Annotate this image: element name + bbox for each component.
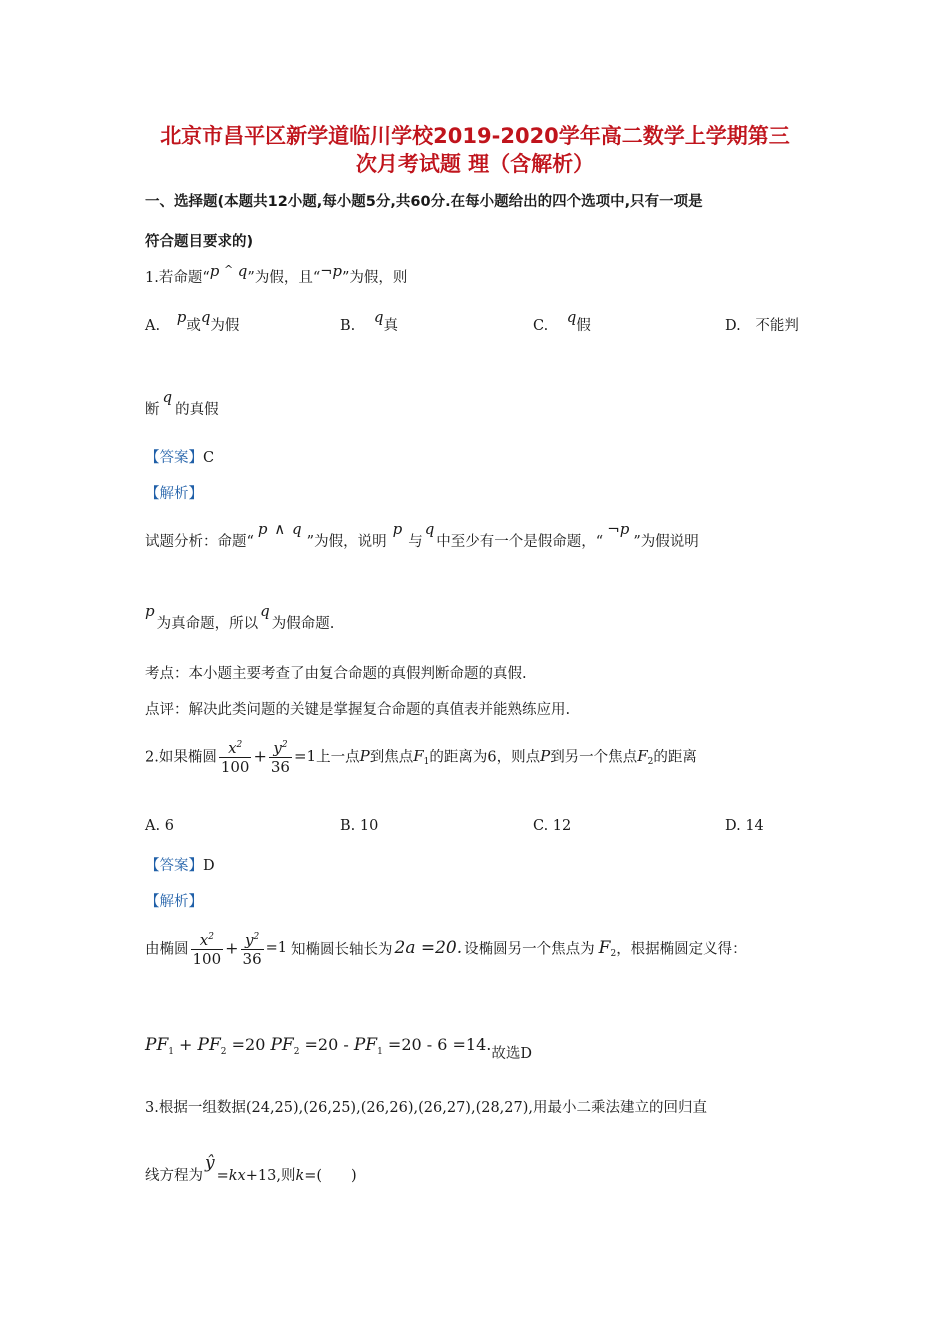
q1-option-c <box>533 308 591 335</box>
frac-x-square: 2 <box>236 740 243 750</box>
q2-option-d: D. 14 <box>725 818 764 834</box>
analysis-tag-2: 【解析】 <box>145 894 203 910</box>
analysis-q: q <box>424 520 435 538</box>
question-1-stem <box>145 262 408 287</box>
document-title-line1: 北京市昌平区新学道临川学校2019-2020学年高二数学上学期第三 <box>160 124 790 148</box>
q2-eq-2: =1 <box>265 940 288 956</box>
frac-y-den-2: 36 <box>242 950 262 968</box>
q3-k: k <box>295 1168 305 1184</box>
q1-p-symbol-2: p <box>332 262 342 280</box>
q2-focus-sub1: 1 <box>423 756 430 767</box>
q2-pf2: PF <box>197 1035 221 1055</box>
q3-text-2: +13,则 <box>245 1168 296 1184</box>
answer-value-2: D <box>203 858 215 874</box>
q2-eq: =1 <box>293 747 317 765</box>
frac-x-den-2: 100 <box>192 950 222 968</box>
q2-analysis-text-4: ，根据椭圆定义得： <box>616 941 747 958</box>
q2-pf2-b: PF <box>270 1035 294 1055</box>
frac-y-square-2: 2 <box>253 932 260 942</box>
q1-option-b <box>340 308 398 335</box>
q3-kx: kx <box>228 1168 246 1184</box>
q1-p-symbol: p <box>209 262 220 280</box>
analysis-tag: 【解析】 <box>145 486 203 502</box>
analysis-text-2: ”为假，说明 <box>306 534 387 550</box>
q2-analysis-line1 <box>145 928 747 968</box>
q1-and-symbol: ^ <box>223 263 234 276</box>
q1-not-symbol: ¬ <box>320 264 333 280</box>
q2-analysis-2a: 2a =20. <box>394 938 463 958</box>
answer-tag: 【答案】 <box>145 450 203 466</box>
frac-y-2: y <box>244 931 254 949</box>
q2-point-P-2: P <box>540 747 551 765</box>
section-heading-line2: 符合题目要求的) <box>145 234 254 250</box>
q1-option-a <box>145 308 240 335</box>
q2-pf1-b-sub: 1 <box>377 1047 383 1058</box>
q2-pf1: PF <box>145 1035 169 1055</box>
option-a-q: q <box>200 308 211 326</box>
q2-rest2: =20 - 6 =14. <box>382 1035 492 1054</box>
analysis-p: p <box>392 520 403 538</box>
option-d-label: D. <box>725 318 741 334</box>
option-c-q: q <box>566 308 577 326</box>
q2-plus-3: + <box>173 1035 198 1054</box>
q2-option-c: C. 12 <box>533 818 572 834</box>
q1-analysis-line1 <box>145 520 699 551</box>
q1-q-symbol: q <box>237 262 248 280</box>
option-d-cont-q: q <box>162 388 173 406</box>
question-3-stem-line2 <box>145 1153 357 1185</box>
q2-focus-F-2: F <box>637 747 648 765</box>
q3-blank: =( ) <box>304 1168 357 1184</box>
q1-analysis-tag <box>145 482 203 503</box>
q2-analysis-text-2: 知椭圆长轴长为 <box>291 941 393 958</box>
analysis-text-7: 为假命题. <box>271 616 335 632</box>
section-heading-line1: 一、选择题(本题共12小题,每小题5分,共60分.在每小题给出的四个选项中,只有一项是 <box>145 194 703 210</box>
q2-analysis-text: 由椭圆 <box>145 941 189 958</box>
analysis-text-5: ”为假说明 <box>633 534 699 550</box>
q1-kaodian: 考点：本小题主要考查了由复合命题的真假判断命题的真假. <box>145 666 527 682</box>
frac-x-2: x <box>199 931 209 949</box>
q2-plus: + <box>253 746 267 766</box>
q2-answer <box>145 854 215 875</box>
q2-stem-text-6: 的距离 <box>653 749 697 766</box>
option-b-q: q <box>373 308 384 326</box>
analysis-text: 试题分析：命题“ <box>145 534 254 550</box>
option-a-text: 为假 <box>210 318 240 334</box>
analysis-text-6: 为真命题，所以 <box>156 616 259 632</box>
q1-option-d <box>725 314 799 335</box>
q2-fraction-y <box>269 736 292 776</box>
q3-eq: = <box>216 1168 229 1184</box>
document-title-line2: 次月考试题 理（含解析） <box>355 152 595 176</box>
q2-fraction-x <box>219 736 252 776</box>
q2-stem-text: 2.如果椭圆 <box>145 749 217 766</box>
option-b-text: 真 <box>383 318 398 334</box>
frac-x: x <box>228 739 237 757</box>
q2-analysis-line2 <box>145 1034 533 1062</box>
option-a-or: 或 <box>186 318 201 334</box>
option-b-label: B. <box>340 318 356 334</box>
q2-analysis-F: F <box>598 938 611 958</box>
q2-conclusion: 故选D <box>491 1046 533 1062</box>
analysis-q-2: q <box>260 602 270 620</box>
q2-pf2-sub: 2 <box>220 1047 227 1058</box>
analysis-p-2: p <box>145 602 155 620</box>
q1-option-d-continued <box>145 388 219 419</box>
answer-value: C <box>203 450 215 466</box>
q2-stem-text-5: 到另一个焦点 <box>550 749 638 766</box>
q2-option-b: B. 10 <box>340 818 379 834</box>
analysis-text-3: 与 <box>408 534 423 550</box>
q1-dianping: 点评：解决此类问题的关键是掌握复合命题的真值表并能熟练应用. <box>145 702 571 718</box>
q2-analysis-text-3: 设椭圆另一个焦点为 <box>464 941 595 958</box>
q2-pf2-b-sub: 2 <box>293 1047 300 1058</box>
option-a-label: A. <box>145 318 161 334</box>
frac-x-square-2: 2 <box>208 932 214 942</box>
question-3-stem-line1: 3.根据一组数据(24,25),(26,25),(26,26),(26,27),(28,27),用最小二乘法建立的回归直 <box>145 1100 708 1116</box>
q3-text: 线方程为 <box>145 1168 203 1184</box>
q1-analysis-line2 <box>145 602 335 633</box>
q1-stem-text-3: ”为假，则 <box>342 270 408 286</box>
option-d-text: 不能判 <box>755 318 799 334</box>
q2-point-P: P <box>359 747 370 765</box>
q2-pf1-sub: 1 <box>168 1047 174 1058</box>
q1-stem-text-2: ”为假，且“ <box>247 270 321 286</box>
q1-answer <box>145 446 214 467</box>
analysis-text-4: 中至少有一个是假命题，“ <box>436 534 604 550</box>
q2-analysis-F-sub: 2 <box>610 948 617 959</box>
q2-rest1: =20 - <box>299 1035 354 1054</box>
analysis-not-p: ¬p <box>607 520 630 538</box>
q2-stem-text-4: 的距离为6，则点 <box>429 749 541 766</box>
q2-stem-text-3: 到焦点 <box>369 749 414 766</box>
frac-y: y <box>273 739 282 757</box>
q2-plus-2: + <box>225 938 239 958</box>
q2-eq-20: =20 <box>226 1035 271 1054</box>
q2-focus-sub2: 2 <box>647 756 654 767</box>
option-d-cont-text: 断 <box>145 402 160 418</box>
option-c-text: 假 <box>576 318 591 334</box>
option-d-cont-text-2: 的真假 <box>175 402 219 418</box>
option-c-label: C. <box>533 318 549 334</box>
q2-stem-text-2: 上一点 <box>316 749 360 766</box>
q2-analysis-fraction-x <box>191 928 224 968</box>
q2-option-a: A. 6 <box>145 818 174 834</box>
analysis-expr: p ∧ q <box>257 520 303 538</box>
option-a-p: p <box>176 308 187 326</box>
q2-pf1-b: PF <box>353 1035 378 1055</box>
q2-focus-F: F <box>413 747 424 765</box>
frac-y-square: 2 <box>281 740 288 750</box>
q1-stem-text: 1.若命题“ <box>145 270 210 286</box>
frac-x-den: 100 <box>220 758 250 776</box>
q2-analysis-tag <box>145 890 203 911</box>
answer-tag-2: 【答案】 <box>145 858 203 874</box>
frac-y-den: 36 <box>270 758 290 776</box>
q2-analysis-fraction-y <box>241 928 264 968</box>
q3-yhat: ŷ <box>205 1153 215 1173</box>
question-2-stem <box>145 736 697 776</box>
